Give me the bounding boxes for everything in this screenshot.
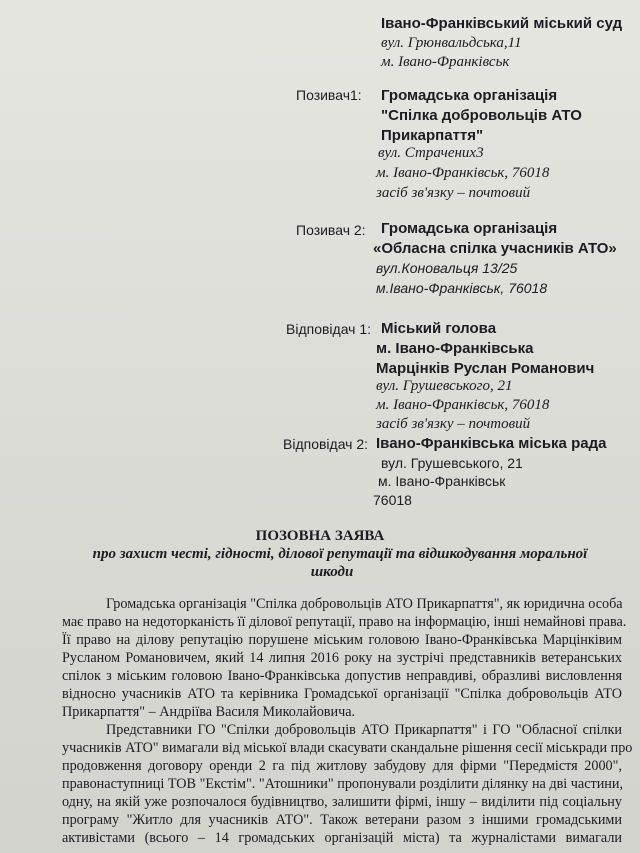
plaintiff1-contact: засіб зв'язку – почтовий	[376, 185, 531, 201]
paragraph-line: активістами (всього – 14 громадських організацій міста) та журналістами вимагали	[62, 830, 622, 846]
defendant1-line3: Марцінків Руслан Романович	[376, 360, 595, 377]
defendant1-street: вул. Грушевського, 21	[376, 378, 513, 394]
paragraph-line: має право на недоторканість її ділової репутації, право на інформацію, інші немайнові права.	[62, 614, 627, 630]
defendant2-zip: 76018	[373, 492, 412, 508]
paragraph-line: спілок з міським головою Івано-Франківська допустив неправдиві, образливі висловлення	[62, 668, 622, 684]
document-subtitle-line1: про захист честі, гідності, ділової репутації та відшкодування моральної	[92, 546, 588, 562]
defendant1-line1: Міський голова	[381, 320, 497, 337]
plaintiff1-org-line1: Громадська організація	[381, 87, 558, 104]
paragraph-line: Її право на ділову репутацію порушене міським головою Івано-Франківська Марцінківим	[62, 632, 622, 648]
body-paragraph-2	[62, 721, 633, 847]
defendant1-contact: засіб зв'язку – почтовий	[376, 416, 531, 432]
paragraph-line: відносно учасників АТО та керівника Громадської організації "Спілка добровольців АТО	[62, 686, 622, 702]
defendant2-street: вул. Грушевського, 21	[381, 455, 523, 471]
body-paragraph-1	[62, 595, 627, 721]
court-street: вул. Грюнвальдська,11	[381, 35, 522, 51]
paragraph-line: програму "Житло для учасників АТО". Також ветерани разом з іншими громадськими	[62, 812, 622, 828]
defendant2-line1: Івано-Франківська міська рада	[376, 435, 607, 452]
paragraph-line: Прикарпаття" – Андріїва Василя Миколайовича.	[62, 704, 356, 720]
paragraph-line: Громадська організація "Спілка добровольців АТО Прикарпаття", як юридична особа	[106, 596, 623, 612]
plaintiff2-city: м.Івано-Франківськ, 76018	[376, 280, 548, 296]
court-name: Івано-Франківський міський суд	[381, 15, 623, 32]
defendant1-label: Відповідач 1:	[286, 321, 372, 337]
defendant1-city: м. Івано-Франківськ, 76018	[376, 397, 550, 413]
defendant1-line2: м. Івано-Франківська	[376, 340, 534, 357]
plaintiff1-org-line2: "Спілка добровольців АТО	[381, 107, 582, 124]
plaintiff2-org-line2: «Обласна спілка учасників АТО»	[373, 240, 617, 257]
paragraph-line: продовження договору оренди 2 га під житлову забудову для фірми "Передмістя 2000",	[62, 758, 622, 774]
plaintiff2-label: Позивач 2:	[296, 222, 366, 238]
plaintiff2-org-line1: Громадська організація	[381, 220, 558, 237]
paragraph-line: одну, на якій уже розпочалося будівництво, залишити фірмі, іншу – виділити під соціальну	[62, 794, 622, 810]
plaintiff1-street: вул. Страчених3	[378, 145, 484, 161]
defendant2-label: Відповідач 2:	[283, 436, 369, 452]
defendant2-city: м. Івано-Франківськ	[378, 473, 506, 489]
plaintiff1-city: м. Івано-Франківськ, 76018	[376, 165, 550, 181]
paragraph-line: Русланом Романовичем, який 14 липня 2016 року на зустрічі представників ветеранських	[62, 650, 622, 666]
court-city: м. Івано-Франківськ	[381, 54, 510, 70]
document-title: ПОЗОВНА ЗАЯВА	[255, 528, 385, 544]
plaintiff2-street: вул.Коновальця 13/25	[376, 260, 518, 276]
plaintiff1-label: Позивач1:	[296, 87, 362, 103]
paragraph-line: учасників АТО" вимагали від міської влади скасувати скандальне рішення сесії міськради про	[62, 740, 633, 756]
plaintiff1-org-line3: Прикарпаття"	[381, 127, 484, 144]
paragraph-line: Представники ГО "Спілки добровольців АТО Прикарпаття" і ГО "Обласної спілки	[106, 722, 622, 738]
document-subtitle-line2: шкоди	[310, 564, 354, 580]
paragraph-line: правонаступниці ТОВ "Екстім". "Атошники" пропонували розділити ділянку на дві частини,	[62, 776, 624, 792]
